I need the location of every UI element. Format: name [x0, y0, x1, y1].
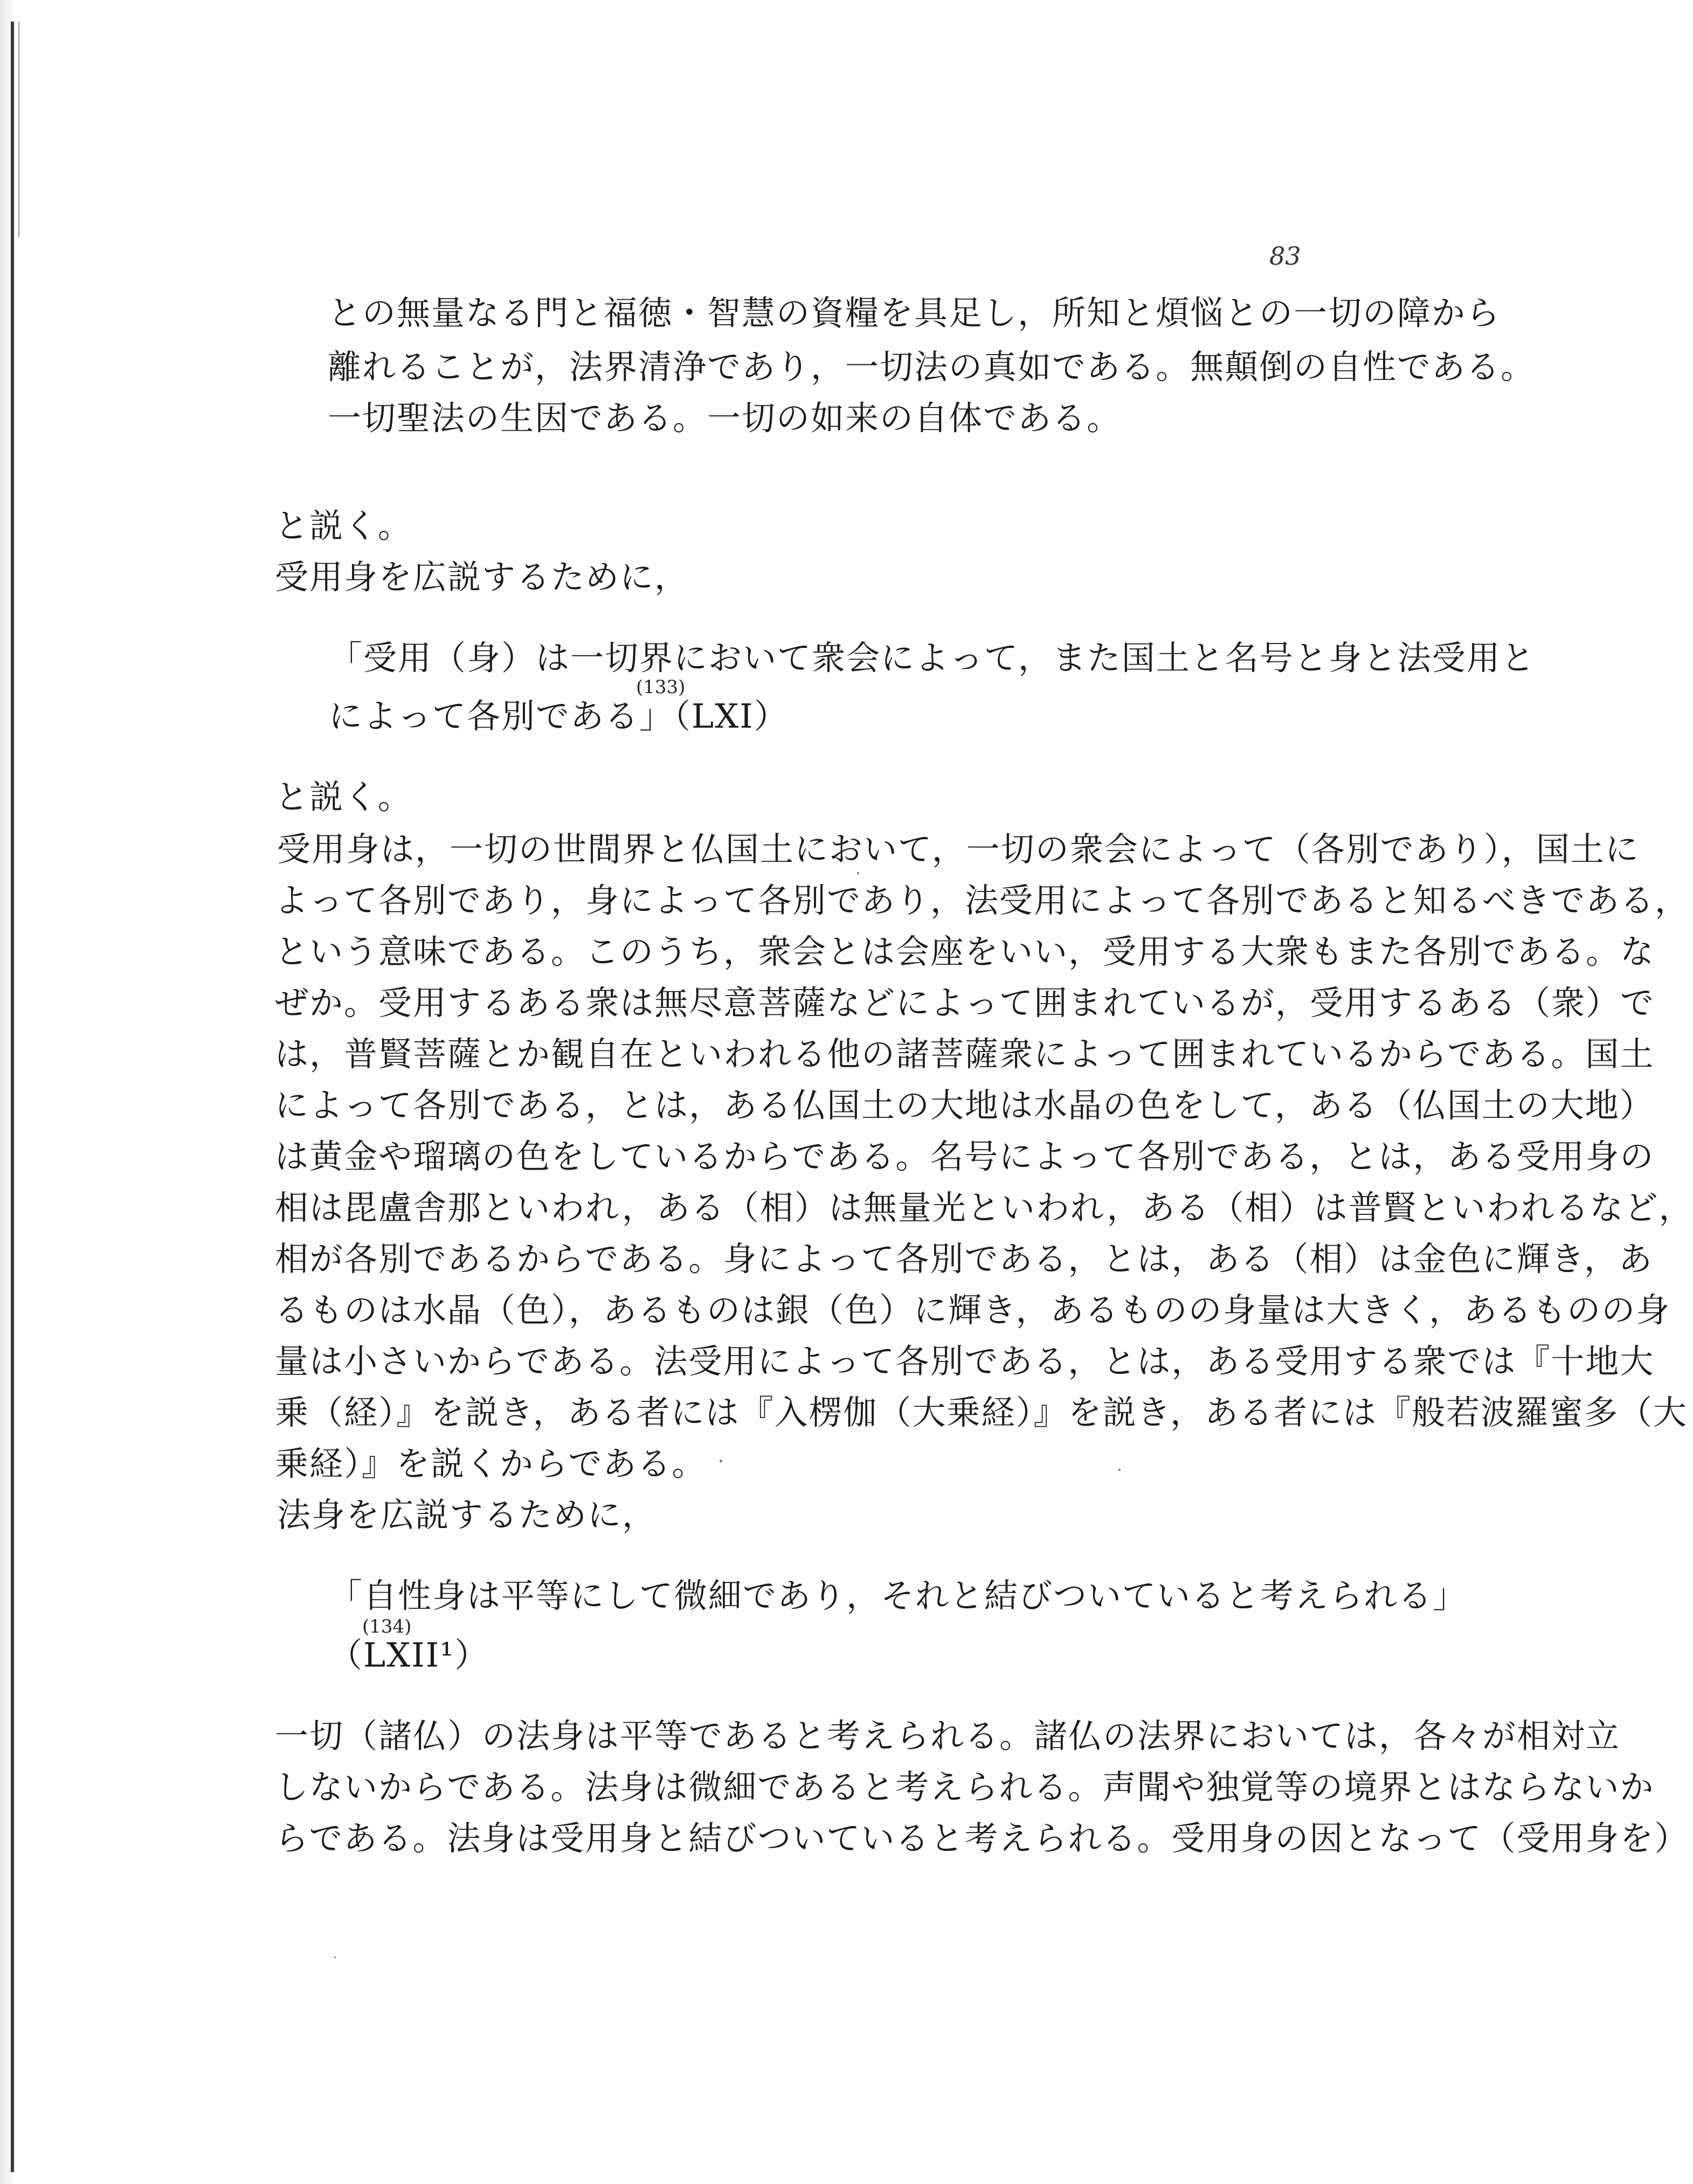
body-line: は，普賢菩薩とか観自在といわれる他の諸菩薩衆によって囲まれているからである。国土 [275, 1034, 1655, 1074]
body-line: 乗経）』を説くからである。 [275, 1444, 707, 1483]
body-line: 相は毘盧舎那といわれ，ある（相）は無量光といわれ，ある（相）は普賢といわれるなど， [275, 1188, 1693, 1227]
body-line: は黄金や瑠璃の色をしているからである。名号によって各別である，とは，ある受用身の [275, 1137, 1655, 1176]
body-line: らである。法身は受用身と結びついていると考えられる。受用身の因となって（受用身を） [275, 1819, 1689, 1858]
binding-line [11, 22, 14, 2172]
binding-line-faint [18, 22, 19, 237]
scan-speck [857, 872, 859, 874]
body-line: 受用身は，一切の世間界と仏国土において，一切の衆会によって（各別であり），国土に [277, 830, 1640, 869]
body-line: 相が各別であるからである。身によって各別である，とは，ある（相）は金色に輝き，あ [275, 1239, 1653, 1278]
body-line: るものは水晶（色），あるものは銀（色）に輝き，あるものの身量は大きく，あるものの身 [275, 1290, 1671, 1330]
scan-speck [720, 1460, 722, 1462]
quote-line: 離れることが，法界清浄であり，一切法の真如である。無顛倒の自性である。 [328, 347, 1536, 386]
body-line: 一切（諸仏）の法身は平等であると考えられる。諸仏の法界においては，各々が相対立 [275, 1716, 1621, 1756]
body-line: によって各別である，とは，ある仏国土の大地は水晶の色をして，ある（仏国土の大地） [275, 1086, 1654, 1125]
quote-line: によって各別である」（LXI） [329, 696, 789, 736]
paragraph-line: 受用身を広説するために， [275, 557, 689, 597]
footnote-number: (134) [362, 1616, 412, 1637]
body-line: と説く。 [275, 777, 412, 817]
body-line: 法身を広説するために， [277, 1495, 657, 1535]
page-number: 83 [1269, 241, 1301, 271]
body-line: という意味である。このうち，衆会とは会座をいい，受用する大衆もまた各別である。な [275, 932, 1655, 971]
quote-line: 「自性身は平等にして微細であり，それと結びついていると考えられる」 [329, 1576, 1468, 1615]
body-line: ぜか。受用するある衆は無尽意菩薩などによって囲まれているが，受用するある（衆）で [275, 983, 1655, 1022]
footnote-number: (133) [636, 676, 686, 698]
quote-line: 「受用（身）は一切界において衆会によって，また国土と名号と身と法受用と [329, 638, 1536, 678]
body-line: しないからである。法身は微細であると考えられる。声聞や独覚等の境界とはならないか [275, 1767, 1655, 1807]
body-line: 量は小さいからである。法受用によって各別である，とは，ある受用する衆では『十地大 [275, 1342, 1655, 1381]
quote-line: （LXII¹） [329, 1635, 489, 1675]
scan-speck [334, 1957, 336, 1958]
body-line: 乗（経）』を説き，ある者には『入楞伽（大乗経）』を説き，ある者には『般若波羅蜜多（大 [275, 1393, 1688, 1432]
quote-line: との無量なる門と福徳・智慧の資糧を具足し，所知と煩悩との一切の障から [328, 293, 1501, 333]
quote-line: 一切聖法の生因である。一切の如来の自体である。 [328, 398, 1122, 438]
paragraph-line: と説く。 [275, 506, 412, 545]
scan-speck [1118, 1469, 1121, 1471]
body-line: よって各別であり，身によって各別であり，法受用によって各別であると知るべきである， [275, 881, 1690, 920]
